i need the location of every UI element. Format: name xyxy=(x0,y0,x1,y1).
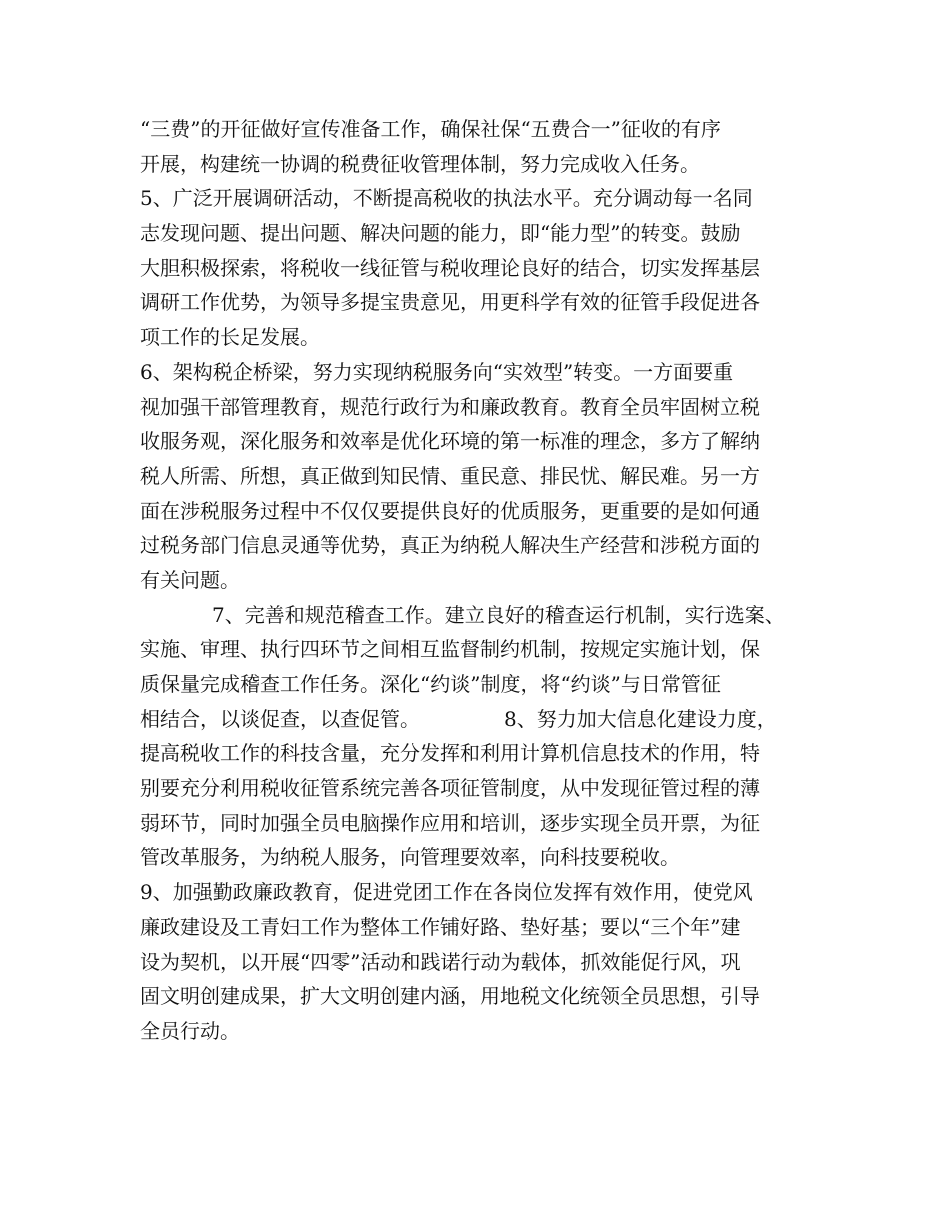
text-line: 实施、审理、执行四环节之间相互监督制约机制，按规定实施计划，保 xyxy=(140,637,760,662)
text-line: “三费”的开征做好宣传准备工作，确保社保“五费合一”征收的有序 xyxy=(140,117,721,141)
text-line-split xyxy=(140,702,830,737)
text-line: 设为契机，以开展“四零”活动和践诺行动为载体，抓效能促行风，巩 xyxy=(140,949,741,974)
text-segment: 相结合，以谈促查，以查促管。 xyxy=(140,706,420,731)
text-line: 廉政建设及工青妇工作为整体工作铺好路、垫好基；要以“三个年”建 xyxy=(140,914,741,939)
text-line: 9、加强勤政廉政教育，促进党团工作在各岗位发挥有效作用，使党风 xyxy=(140,880,753,905)
text-line: 大胆积极探索，将税收一线征管与税收理论良好的结合，切实发挥基层 xyxy=(140,255,760,280)
text-line: 志发现问题、提出问题、解决问题的能力，即“能力型”的转变。鼓励 xyxy=(140,221,741,246)
text-line: 固文明创建成果，扩大文明创建内涵，用地税文化统领全员思想，引导 xyxy=(140,984,760,1009)
text-line: 过税务部门信息灵通等优势，真正为纳税人解决生产经营和涉税方面的 xyxy=(140,533,760,558)
text-line: 提高税收工作的科技含量，充分发挥和利用计算机信息技术的作用，特 xyxy=(140,741,760,766)
text-line: 面在涉税服务过程中不仅仅要提供良好的优质服务，更重要的是如何通 xyxy=(140,498,760,523)
text-segment: 7、完善和规范稽查工作。建立良好的稽查运行机制，实行选案、 xyxy=(212,602,785,627)
text-line: 弱环节，同时加强全员电脑操作应用和培训，逐步实现全员开票，为征 xyxy=(140,810,760,835)
text-line: 开展，构建统一协调的税费征收管理体制，努力完成收入任务。 xyxy=(140,151,700,176)
document-body xyxy=(140,112,830,1049)
text-line: 6、架构税企桥梁，努力实现纳税服务向“实效型”转变。一方面要重 xyxy=(140,359,734,384)
text-line: 质保量完成稽查工作任务。深化“约谈”制度，将“约谈”与日常管征 xyxy=(140,672,721,696)
text-segment: 8、努力加大信息化建设力度， xyxy=(504,706,777,731)
text-line: 管改革服务，为纳税人服务，向管理要效率，向科技要税收。 xyxy=(140,845,680,870)
text-line: 视加强干部管理教育，规范行政行为和廉政教育。教育全员牢固树立税 xyxy=(140,394,760,419)
text-line: 收服务观，深化服务和效率是优化环境的第一标准的理念，多方了解纳 xyxy=(140,429,760,454)
text-line: 调研工作优势，为领导多提宝贵意见，用更科学有效的征管手段促进各 xyxy=(140,290,760,315)
text-line: 有关问题。 xyxy=(140,567,240,592)
text-line-indented xyxy=(140,598,830,633)
text-line: 5、广泛开展调研活动，不断提高税收的执法水平。充分调动每一名同 xyxy=(140,186,753,211)
text-line: 别要充分利用税收征管系统完善各项征管制度，从中发现征管过程的薄 xyxy=(140,776,760,801)
text-line: 税人所需、所想，真正做到知民情、重民意、排民忧、解民难。另一方 xyxy=(140,463,760,488)
text-line: 全员行动。 xyxy=(140,1018,240,1043)
text-line: 项工作的长足发展。 xyxy=(140,325,320,350)
